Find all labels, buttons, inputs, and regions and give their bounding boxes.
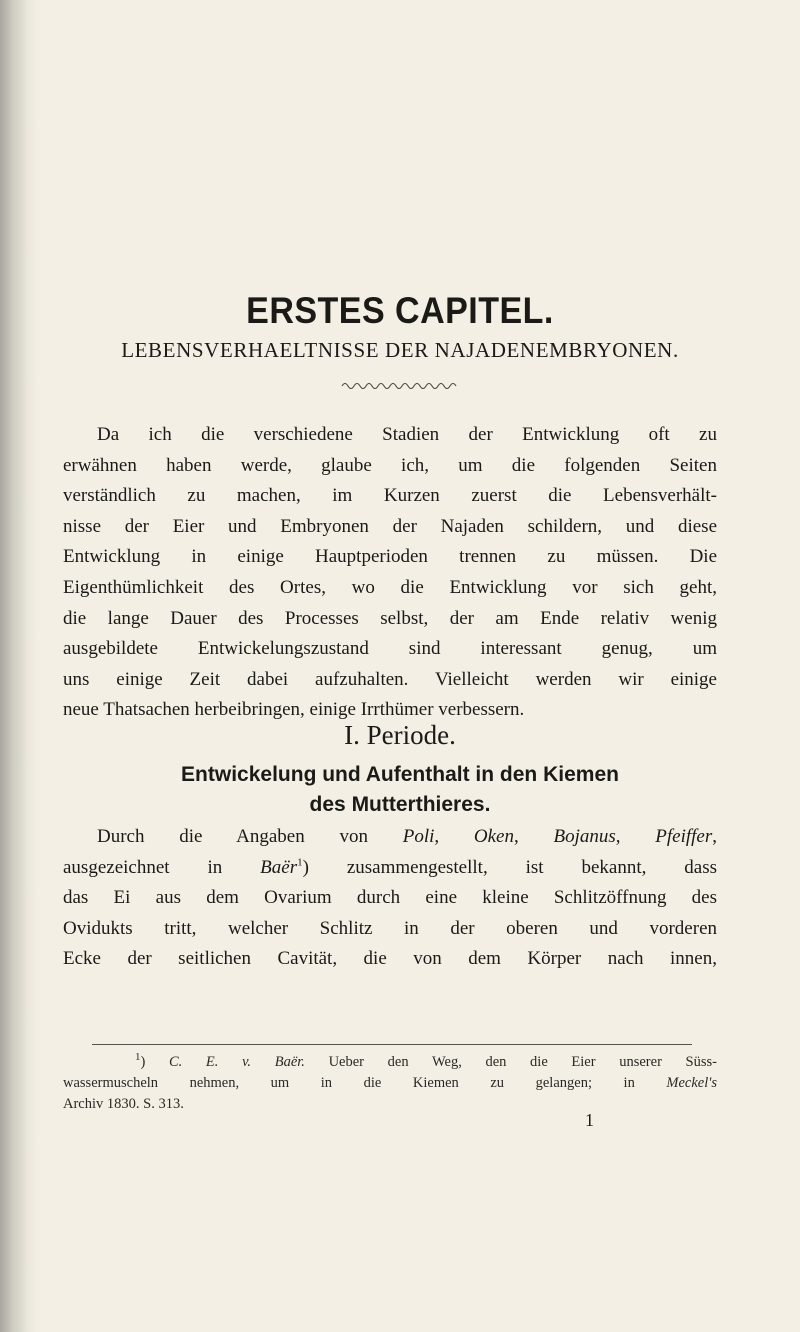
chapter-title: ERSTES CAPITEL. [246,290,554,331]
paragraph-line: Entwicklung in einige Hauptperioden trennen zu müssen. Die [63,546,717,568]
paragraph-line: Da ich die verschiedene Stadien der Entwicklung oft zu [97,424,717,445]
paragraph-line [63,822,717,853]
paragraph-line [63,853,717,884]
section-heading [0,760,800,820]
text-run: ) zusammengestellt, ist bekannt, dass [302,856,717,878]
author-name: Bojanus [553,826,616,847]
footnote-line: Archiv 1830. S. 313. [63,1096,184,1112]
text-run: , [434,826,474,847]
footnote-line: $^1$) C. E. v. Baër. Ueber den Weg, den die Eier unserer Süss- [135,1051,717,1070]
paragraph-line: das Ei aus dem Ovarium durch eine kleine Schlitzöffnung des [63,887,717,909]
paragraph-line: Eigenthümlichkeit des Ortes, wo die Entwicklung vor sich geht, [63,576,717,598]
footnote [63,1052,717,1115]
wavy-rule-ornament [340,380,460,390]
period-title: I. Periode. [344,720,456,750]
paragraph-line: Ovidukts tritt, welcher Schlitz in der oberen und vorderen [63,917,717,939]
printer-signature: 1 [585,1110,594,1130]
paragraph-line: Ecke der seitlichen Cavität, die von dem Körper nach innen, [63,948,717,970]
footnote-divider [92,1044,692,1045]
footnote-reference: 1 [297,856,303,869]
intro-paragraph [63,420,717,726]
paragraph-line: ausgebildete Entwickelungszustand sind interessant genug, um [63,638,717,660]
text-run: ausgezeichnet in [63,856,261,878]
text-run: , [514,826,554,847]
paragraph-line: die lange Dauer des Processes selbst, der am Ende relativ wenig [63,607,717,629]
author-name: Pfeiffer [655,826,713,847]
footnote-author: C. E. v. Baër. [168,1054,305,1070]
text-run: Ueber den Weg, den die Eier unserer Süss- [304,1054,717,1070]
paragraph-line: neue Thatsachen herbeibringen, einige Irrthümer verbessern. [63,699,525,721]
text-run: , [712,826,718,847]
text-run: , [615,826,656,847]
section-heading-line: Entwickelung und Aufenthalt in den Kiemen [181,763,619,786]
journal-name: Meckel's [666,1075,717,1091]
footnote-marker: 1 [135,1051,141,1064]
chapter-subtitle: LEBENSVERHAELTNISSE DER NAJADENEMBRYONEN. [121,338,679,362]
paragraph-line: nisse der Eier und Embryonen der Najaden schildern, und diese [63,515,717,537]
text-run: Durch die Angaben von [97,826,403,847]
paragraph-line: uns einige Zeit dabei aufzuhalten. Vielleicht werden wir einige [63,668,717,690]
footnote-line [63,1073,717,1094]
text-run: wassermuscheln nehmen, um in die Kiemen zu gelangen; in [63,1075,667,1091]
paragraph-line: verständlich zu machen, im Kurzen zuerst die Lebensverhält- [63,485,717,507]
paragraph-line: erwähnen haben werde, glaube ich, um die folgenden Seiten [63,454,717,476]
section-heading-line: des Mutterthieres. [309,793,491,816]
author-name: Oken [473,826,514,847]
author-name: Baër [260,856,298,878]
section-paragraph [63,822,717,975]
author-name: Poli [402,826,435,847]
